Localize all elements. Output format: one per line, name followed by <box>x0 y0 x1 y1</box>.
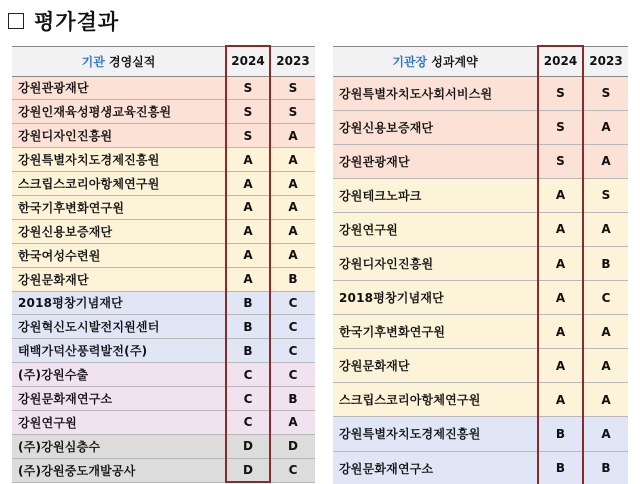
table-header-row <box>333 46 628 76</box>
table-row <box>333 281 628 315</box>
grade-2023-cell: B <box>270 387 315 411</box>
grade-2023-cell: B <box>583 451 628 484</box>
column-header-2024: 2024 <box>226 46 270 76</box>
table-row <box>333 76 628 110</box>
institution-name-cell: 강원인재육성평생교육진흥원 <box>12 100 226 124</box>
grade-2024-cell: B <box>226 315 270 339</box>
grade-2024-cell: A <box>538 383 583 417</box>
column-header-2024: 2024 <box>538 46 583 76</box>
grade-2024-cell: B <box>226 339 270 363</box>
table-row <box>333 212 628 246</box>
table-row <box>12 387 315 411</box>
institution-name-cell: (주)강원심층수 <box>12 434 226 458</box>
institution-name-cell: 강원관광재단 <box>333 144 538 178</box>
grade-2023-cell: A <box>270 410 315 434</box>
institution-name-cell: 강원신용보증재단 <box>333 110 538 144</box>
grade-2023-cell: C <box>270 291 315 315</box>
institution-name-cell: 강원연구원 <box>12 410 226 434</box>
table-row <box>333 110 628 144</box>
grade-2023-cell: A <box>270 172 315 196</box>
table-row <box>12 410 315 434</box>
table-row <box>333 178 628 212</box>
grade-2023-cell: B <box>583 246 628 280</box>
table-row <box>12 172 315 196</box>
grade-2024-cell: S <box>226 100 270 124</box>
grade-2023-cell: A <box>583 315 628 349</box>
institution-name-cell: 2018평창기념재단 <box>333 281 538 315</box>
grade-2023-cell: A <box>583 110 628 144</box>
table-row <box>333 451 628 484</box>
grade-2023-cell: A <box>270 219 315 243</box>
institution-name-cell: 강원혁신도시발전지원센터 <box>12 315 226 339</box>
institution-name-cell: 한국여성수련원 <box>12 243 226 267</box>
grade-2024-cell: S <box>538 144 583 178</box>
institution-name-cell: 강원문화재단 <box>333 349 538 383</box>
grade-2023-cell: C <box>270 315 315 339</box>
institution-name-cell: 강원문화재단 <box>12 267 226 291</box>
grade-2023-cell: A <box>270 124 315 148</box>
page-title: 평가결과 <box>34 6 119 36</box>
grade-2024-cell: S <box>226 76 270 100</box>
table-row <box>333 349 628 383</box>
grade-2023-cell: A <box>583 383 628 417</box>
grade-2023-cell: B <box>270 267 315 291</box>
grade-2023-cell: S <box>583 76 628 110</box>
table-row <box>12 363 315 387</box>
column-header-2023: 2023 <box>270 46 315 76</box>
institution-name-cell: 강원테크노파크 <box>333 178 538 212</box>
table-row <box>12 148 315 172</box>
header-rest-text: 성과계약 <box>427 54 478 69</box>
grade-2023-cell: S <box>270 76 315 100</box>
grade-2023-cell: A <box>270 195 315 219</box>
table-row <box>333 246 628 280</box>
table-header-row <box>12 46 315 76</box>
grade-2024-cell: A <box>538 178 583 212</box>
table-row <box>12 291 315 315</box>
table-row <box>333 383 628 417</box>
grade-2024-cell: A <box>226 195 270 219</box>
grade-2024-cell: A <box>226 243 270 267</box>
grade-2023-cell: A <box>583 144 628 178</box>
table-row <box>12 219 315 243</box>
grade-2024-cell: B <box>538 451 583 484</box>
table-row <box>12 434 315 458</box>
grade-2024-cell: A <box>226 148 270 172</box>
grade-2023-cell: A <box>583 417 628 451</box>
grade-2023-cell: C <box>270 458 315 482</box>
grade-2023-cell: A <box>583 349 628 383</box>
institution-name-cell: 스크립스코리아항체연구원 <box>12 172 226 196</box>
grade-2023-cell: A <box>270 148 315 172</box>
header-accent-text: 기관장 <box>392 54 428 69</box>
institution-name-cell: 한국기후변화연구원 <box>333 315 538 349</box>
institution-name-cell: 강원신용보증재단 <box>12 219 226 243</box>
grade-2024-cell: A <box>538 212 583 246</box>
institution-name-cell: 강원연구원 <box>333 212 538 246</box>
grade-2024-cell: A <box>538 349 583 383</box>
ceo-performance-contract-table <box>333 45 628 484</box>
grade-2024-cell: A <box>226 172 270 196</box>
table-row <box>12 315 315 339</box>
table-row <box>333 144 628 178</box>
table-row <box>12 243 315 267</box>
table-row <box>12 339 315 363</box>
grade-2024-cell: B <box>538 417 583 451</box>
institution-name-cell: 강원디자인진흥원 <box>12 124 226 148</box>
grade-2024-cell: A <box>538 246 583 280</box>
grade-2023-cell: S <box>270 100 315 124</box>
management-performance-table <box>12 45 315 483</box>
grade-2024-cell: S <box>226 124 270 148</box>
grade-2024-cell: B <box>226 291 270 315</box>
grade-2024-cell: S <box>538 110 583 144</box>
header-rest-text: 경영실적 <box>104 54 156 69</box>
grade-2024-cell: C <box>226 363 270 387</box>
institution-name-cell: 강원특별자치도경제진흥원 <box>333 417 538 451</box>
table-row <box>333 417 628 451</box>
checkbox-icon <box>8 13 24 29</box>
institution-name-cell: 스크립스코리아항체연구원 <box>333 383 538 417</box>
grade-2024-cell: D <box>226 458 270 482</box>
grade-2024-cell: A <box>538 315 583 349</box>
header-accent-text: 기관 <box>81 54 105 69</box>
column-header-institution <box>333 46 538 76</box>
institution-name-cell: 강원특별자치도경제진흥원 <box>12 148 226 172</box>
table-row <box>12 458 315 482</box>
grade-2024-cell: C <box>226 387 270 411</box>
grade-2023-cell: C <box>583 281 628 315</box>
table-row <box>12 124 315 148</box>
grade-2023-cell: A <box>583 212 628 246</box>
table-row <box>12 76 315 100</box>
institution-name-cell: 한국기후변화연구원 <box>12 195 226 219</box>
institution-name-cell: 2018평창기념재단 <box>12 291 226 315</box>
table-row <box>12 267 315 291</box>
grade-2024-cell: A <box>538 281 583 315</box>
table-row <box>333 315 628 349</box>
institution-name-cell: 강원관광재단 <box>12 76 226 100</box>
institution-name-cell: 강원문화재연구소 <box>12 387 226 411</box>
grade-2023-cell: S <box>583 178 628 212</box>
institution-name-cell: 강원디자인진흥원 <box>333 246 538 280</box>
grade-2024-cell: A <box>226 219 270 243</box>
grade-2023-cell: C <box>270 363 315 387</box>
grade-2023-cell: D <box>270 434 315 458</box>
grade-2024-cell: C <box>226 410 270 434</box>
institution-name-cell: 강원문화재연구소 <box>333 451 538 484</box>
institution-name-cell: 강원특별자치도사회서비스원 <box>333 76 538 110</box>
table-row <box>12 100 315 124</box>
grade-2024-cell: D <box>226 434 270 458</box>
table-row <box>12 195 315 219</box>
title-row <box>8 6 119 36</box>
institution-name-cell: 태백가덕산풍력발전(주) <box>12 339 226 363</box>
grade-2023-cell: A <box>270 243 315 267</box>
institution-name-cell: (주)강원수출 <box>12 363 226 387</box>
column-header-institution <box>12 46 226 76</box>
grade-2023-cell: C <box>270 339 315 363</box>
column-header-2023: 2023 <box>583 46 628 76</box>
grade-2024-cell: A <box>226 267 270 291</box>
grade-2024-cell: S <box>538 76 583 110</box>
institution-name-cell: (주)강원중도개발공사 <box>12 458 226 482</box>
